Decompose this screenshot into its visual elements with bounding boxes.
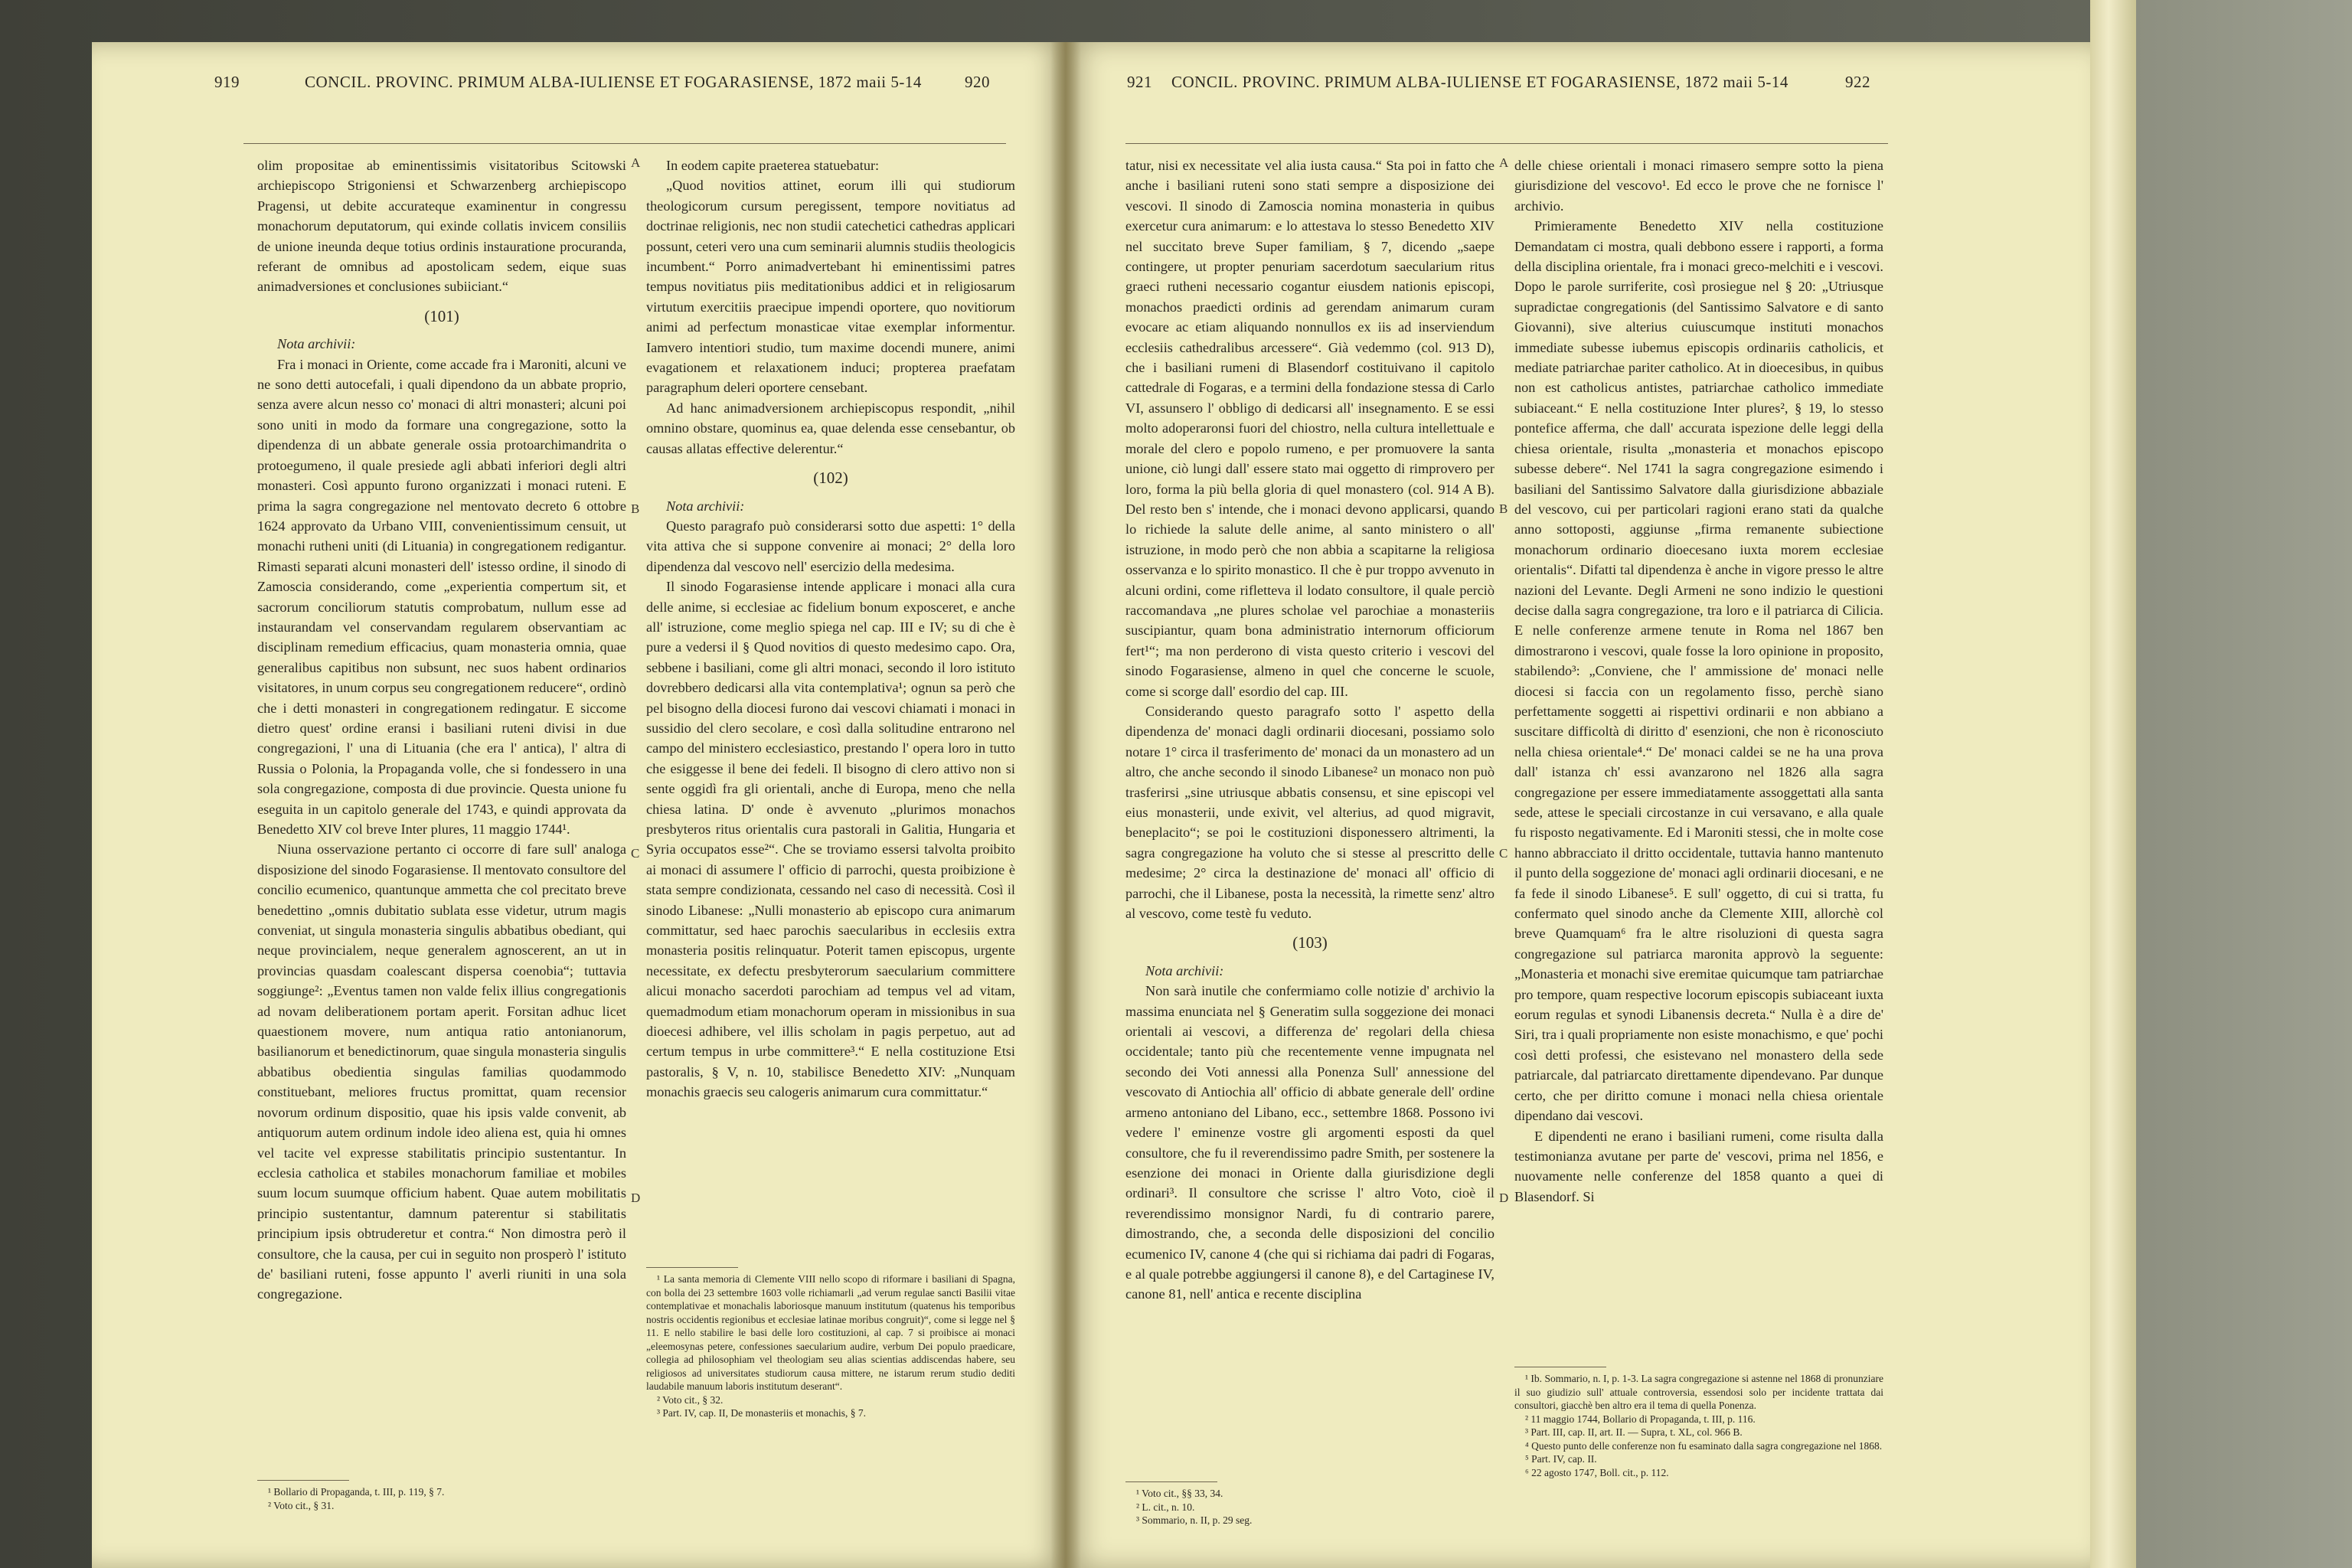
margin-letter-b: B [631,501,640,516]
running-title: CONCIL. PROVINC. PRIMUM ALBA-IULIENSE ET FOGARASIENSE, 1872 maii 5-14 [1171,73,1788,91]
margin-letter-d: D [1499,1191,1509,1205]
header-rule [1125,143,1888,144]
scan-background-right [2136,0,2352,1568]
margin-letter-c: C [1499,846,1508,861]
right-col2-footnotes [1514,1367,1883,1479]
footnote: ² Voto cit., § 32. [657,1393,724,1406]
footnote: ¹ La santa memoria di Clemente VIII nello scopo di riformare i basiliani di Spagna, con bolla dei 23 settembre 1603 volle richiamarli „ad verum regulae sancti Basilii vitae contemplativae et monachalis laboriosque manuum institutum (quatenus his temporibus nostris occidentis regionibus et ecclesiae latinae moribus congruit)“, come si legge nel § 11. E nello stabilire le basi delle loro costituzioni, al cap. 7 si proibisce ai monaci „eleemosynas petere, confessiones saecularium audire, verbum Dei populo praedicare, collegia ad philosophiam vel theologiam seu alias scientias addiscendas habere, seu religiosos ad universitates studiorum causa mittere, ne istarum rerum studio dediti laudabile manuum laboris institutum deserant“. [646,1273,1015,1392]
left-col2-footnotes [646,1267,1015,1420]
running-title: CONCIL. PROVINC. PRIMUM ALBA-IULIENSE ET FOGARASIENSE, 1872 maii 5-14 [305,73,922,91]
paragraph: E dipendenti ne erano i basiliani rumeni, come risulta dalla testimonianza avutane per parte de' vescovi, prima nel 1856, e nuovamente nelle conferenze del 1858 quanto a quei di Blasendorf. Si [1514,1128,1883,1204]
footnote: ⁵ Part. IV, cap. II. [1525,1453,1597,1465]
paragraph: Considerando questo paragrafo sotto l' aspetto della dipendenza de' monaci dagli ordinarii diocesani, possiamo solo notare 1° circa il trasferimento de' monaci da un monastero ad un altro, che anche secondo il sinodo Libanese² un monaco non può trasferirsi „sine utriusque abbatis consensu, et sine episcopi vel eius monasterii, unde exivit, vel alterius, ad quod migravit, beneplacito“; se poi le costituzioni disponessero altrimenti, la sagra congregazione ha voluto che si stesse al prescritto delle medesime; 2° circa la destinazione de' monaci all' officio di parrochi, che il Libanese, posta la necessità, la rimette senz' altro al vescovo, come testè fu veduto. [1125,703,1494,922]
section-number-101: (101) [424,306,459,325]
paragraph: Primieramente Benedetto XIV nella costituzione Demandatam ci mostra, quali debbono essere i rapporti, a forma della disciplina orientale, fra i monaci greco-melchiti e i vescovi. Dopo le parole surriferite, così prosiegue nel § 20: „Utriusque supradictae congregationis (del Santissimo Salvatore e di santo Giovanni), sive alterius cuiuscumque instituti monachos immediate subesse iubemus episcopis ordinariis catholicis, et mediate patriarchae pariter catholico. At in dioecesibus, in quibus non est catholicus antistes, patriarchae catholico immediate subiaceant.“ E nella costituzione Inter plures², § 19, lo stesso pontefice afferma, che dall' accurata ispezione delle leggi della chiesa orientale, risulta „monasteria et monachos episcopo subesse debere“. Nel 1741 la sagra congregazione esimendo i basiliani del Santissimo Salvatore dalla giurisdizione abbaziale del vescovo, cui per particolari ragioni erano stati da qualche anno sottoposti, aggiunse „firma remanente subiectione monachorum ordinario dioecesano iuxta morem ecclesiae orientalis“. Difatti tal dipendenza è anche in vigore presso le altre nazioni del Levante. Degli Armeni ne sono indizio le questioni decise dalla sagra congregazione, tra loro e il patriarca di Cilicia. E nelle conferenze armene tenute in Roma nel 1867 ben dimostrarono i vescovi, quale fosse la loro opinione in proposito, stabilendo³: „Conviene, che l' ammissione de' monaci nelle diocesi si faccia con un regolamento fisso, perchè siano perfettamente soggetti ai rispettivi ordinarii e non abbiano a suscitare difficoltà di diritto d' esenzioni, che non è riconosciuto nella chiesa orientale⁴.“ De' monaci caldei se ne ha una prova dall' istanza ch' essi avanzarono nel 1826 alla sagra congregazione per essere immediatamente assoggettati alla santa sede, attese le speciali circostanze in cui versavano, e alla quale fu risposto negativamente. Ed i Maroniti stessi, che in molte cose hanno abbracciato il dritto occidentale, tuttavia hanno mantenuto il punto della soggezione de' monaci agli ordinarii diocesani, e ne fa fede il sinodo Libanese⁵. E sull' oggetto, di cui si tratta, fu confermato quel sinodo anche da Clemente XIII, allorchè col breve Quamquam⁶ fra le altre risoluzioni di questa sagra congregazione sul patriarca maronita approvò la seguente: „Monasteria et monachi sive eremitae quicumque tam patriarchae pro tempore, quam respective locorum episcopis subiaceant iuxta eorum regulas et synodi Libanensis decreta.“ Nulla è a dire de' Siri, tra i quali propriamente non esiste monachismo, e que' pochi così detti professi, che esistevano nel monastero della sede patriarcale, dal patriarcato direttamente dipendevano. Par dunque certo, che per diritto comune i monaci nella chiesa orientale dipendano dai vescovi. [1514,218,1883,1124]
footnote: ³ Part. IV, cap. II, De monasteriis et monachis, § 7. [657,1407,866,1419]
footnote: ¹ Bollario di Propaganda, t. III, p. 119, § 7. [268,1486,445,1498]
paragraph: Il sinodo Fogarasiense intende applicare i monaci alla cura delle anime, si ecclesiae ac fidelium bonum exposceret, e anche all' istruzione, come meglio spiega nel cap. III e IV; su di che è pure a vedersi il § Quod novitios di questo medesimo capo. Ora, sebbene i basiliani, come gli altri monaci, secondo il loro istituto dovrebbero dedicarsi alla vita contemplativa¹; ognun sa però che pel bisogno della diocesi furono dai vescovi chiamati i monaci in sussidio del clero secolare, e così dalla solitudine entrarono nel campo del ministero ecclesiastico, prestando l' opera loro in tutto che esiggesse il bene dei fedeli. Il bisogno di clero attivo non si sente oggidì fra gli orientali, anche di Europa, meno che nella chiesa latina. D' onde è avvenuto „plurimos monachos presbyteros ritus orientalis cura pastorali in Galitia, Hungaria et Syria occupatos esse²“. Che se troviamo essersi talvolta proibito ai monaci di assumere l' officio di parrochi, questa proibizione è stata sempre condizionata, cessando nel caso di necessità. Così il sinodo Libanese: „Nulli monasterio ab episcopo cura animarum committatur, sed haec parochis saecularibus in ecclesiis extra monasteria positis relinquatur. Poterit tamen episcopus, urgente necessitate, ex defectu presbyterorum saecularium committere alicui monacho sacerdoti parochiam ad tempus vel ad vitam, quemadmodum etiam monachorum operam in missionibus in sua dioecesi adhibere, vel illis scholam in pagis perpetuo, aut ad certum tempus in urbe committere³.“ E nella costituzione Etsi pastoralis, § V, n. 10, stabilisce Benedetto XIV: „Nunquam monachis graecis seu calogeris animarum cura committatur.“ [646,579,1015,1100]
footnote: ² L. cit., n. 10. [1136,1501,1195,1513]
right-page [1064,42,2090,1568]
page-edge [2090,0,2136,1568]
footnote-rule [257,1480,349,1481]
section-number-102: (102) [813,469,848,488]
section-number-103: (103) [1292,933,1328,952]
footnote: ¹ Ib. Sommario, n. I, p. 1-3. La sagra congregazione si astenne nel 1868 di pronunziare il suo giudizio sull' attuale controversia, essendosi solo per incidente trattata dai consultori, giacchè ben altro era il tema di quella Ponenza. [1514,1373,1883,1411]
right-col1-footnotes [1125,1481,1494,1527]
paragraph: Fra i monaci in Oriente, come accade fra i Maroniti, alcuni ve ne sono detti autocefali, i quali dipendono da un abbate proprio, senza avere alcun nesso co' monaci di altri monasteri; alcuni poi sono uniti in modo da formare una congregazione, sotto la dipendenza di un abbate generale ossia protoarchimandrita o protoegumeno, il quale presiede agli abbati inferiori degli altri monasteri. Così appunto furono organizzati i monaci ruteni. E prima la sagra congregazione nel mentovato decreto 6 ottobre 1624 approvato da Urbano VIII, convenientissimum censuit, ut monachi rutheni uniti (di Lituania) in congregationem redigantur. Rimasti separati alcuni monasteri dell' istesso ordine, il sinodo di Zamoscia considerando, come „experientia compertum sit, et sacrorum conciliorum statutis comprobatum, nullum esse ad instaurandam vel conservandam regularem observantiam ac disciplinam remedium efficacius, quam monasteria omnia, quae generalibus capitibus non subsunt, nec suos habent ordinarios visitatores, in unum corpus seu congregationem reducere“, ordinò che i detti monasteri in congregationem redingatur. E siccome dietro quest' ordine eransi i basiliani ruteni divisi in due congregazioni, l' una di Lituania (che era l' antica), l' altra di Russia o Polonia, la Propaganda volle, che si fondessero in una sola congregazione, composta di due provincie. Questa unione fu eseguita in un capitolo generale del 1743, e quindi approvata da Benedetto XIV col breve Inter plures, 11 maggio 1744¹. [257,356,626,837]
page-number-920: 920 [965,73,990,91]
footnote: ² Voto cit., § 31. [268,1499,335,1511]
margin-letter-a: A [631,155,641,170]
nota-archivii-heading: Nota archivii: [666,498,745,514]
left-col1-footnotes [257,1480,626,1512]
margin-letter-a: A [1499,155,1509,170]
paragraph: Ad hanc animadversionem archiepiscopus respondit, „nihil omnino obstare, quominus ea, quae delenda esse censebantur, ob causas allatas effective delerentur.“ [646,400,1015,456]
nota-archivii-heading: Nota archivii: [1145,962,1224,978]
footnote: ³ Sommario, n. II, p. 29 seg. [1136,1514,1253,1526]
page-number-921: 921 [1127,73,1152,91]
right-page-header [1064,73,2090,103]
footnote: ⁴ Questo punto delle conferenze non fu esaminato dalla sagra congregazione nel 1868. [1525,1439,1883,1452]
paragraph: olim propositae ab eminentissimis visitatoribus Scitowski archiepiscopo Strigoniensi et Schwarzenberg archiepiscopo Pragensi, ut debite accurateque examinentur in congressu monachorum deputatorum, qui exinde collatis invicem consiliis de unione ineunda deque totius ordinis instauratione procuranda, referant de omnibus ad apostolicam sedem, eique suas animadversiones et conclusiones subiiciant.“ [257,158,626,295]
margin-letter-b: B [1499,501,1508,516]
footnote: ² 11 maggio 1744, Bollario di Propaganda, t. III, p. 116. [1525,1413,1756,1425]
paragraph: Questo paragrafo può considerarsi sotto due aspetti: 1° della vita attiva che si suppone convenire ai monaci; 2° della loro dipendenza dal vescovo nell' esercizio della medesima. [646,518,1015,574]
paragraph: tatur, nisi ex necessitate vel alia iusta causa.“ Sta poi in fatto che anche i basiliani ruteni sono stati sempre a disposizione dei vescovi. Il sinodo di Zamoscia nomina monasteria in quibus exercetur cura animarum: e lo attestava lo stesso Benedetto XIV nel succitato breve Super familiam, § 7, dicendo „saepe contingere, ut propter penuriam sacerdotum saecularium ritus graeci rutheni necessario cogantur eiusdem nationis episcopi, monachos praedicti ordinis ad gerendam animarum curam evocare ac etiam aliquando nonnullos ex iis ad inserviendum ecclesiis cathedralibus arcessere“. Già vedemmo (col. 913 D), che i basiliani rumeni di Blasendorf costituivano il capitolo cattedrale di Fogaras, e a termini della fondazione stessa di Carlo VI, assunsero l' obbligo di dedicarsi all' insegnamento. E se essi molto adoperaronsi fuori del chiostro, nella cultura intellettuale e morale del clero e popolo rumeno, e per promuovere la santa unione, ciò lungi dall' essere stato mai oggetto di rimprovero per loro, forma la più bella gloria di quel monastero (col. 914 A B). Del resto ben s' intende, che i monaci devono applicarsi, quando lo richiede la salute delle anime, al santo ministero o all' istruzione, in modo però che non abbia a scapitarne la religiosa osservanza e lo spirito monastico. Il che è pur troppo avvenuto in alcuni ordini, come rifletteva il lodato consultore, il quale perciò raccomandava „ne plures scholae vel parochiae a monasteriis suscipiantur, quam bona administratio internorum officiorum fert¹“; ma non perderono di vista questo criterio i vescovi del sinodo Fogarasiense, almeno in quel che concerne le scuole, come si scorge dall' esordio del cap. III. [1125,158,1494,699]
page-number-922: 922 [1845,73,1870,91]
book-gutter [1050,42,1081,1568]
margin-letter-c: C [631,846,640,861]
left-page-column-2 [646,155,1015,1102]
paragraph: delle chiese orientali i monaci rimasero sempre sotto la piena giurisdizione del vescovo¹. Ed ecco le prove che ne fornisce l' archivio. [1514,158,1883,214]
right-page-column-1 [1125,155,1494,1305]
paragraph: Niuna osservazione pertanto ci occorre di fare sull' analoga disposizione del sinodo Fogarasiense. Il mentovato consultore del concilio ecumenico, quantunque ammetta che col precitato breve benedettino „omnis dubitatio sublata esse videtur, utrum magis conveniat, ut singula monasteria singulis abbatibus obediant, qui neque provincialem, neque generalem agnoscerent, an ut in provincias quasdam coalescant dispersa coenobia“; tuttavia soggiunge²: „Eventus tamen non valde felix illius congregationis ad novam deliberationem portam aperit. Forsitan adhuc licet quaestionem movere, num antiqua ratio antonianorum, basilianorum et benedictinorum, quae singula monasteria singulis abbatibus obedientia singulas familias quodammodo constituebant, meliores fructus promittat, quam recensior novorum ordinum dispositio, quae his ipsis valde convenit, ab antiquorum autem ordinum indole ideo aliena est, quia hi omnes vel tacite vel expresse stabilitatis principio sustentantur. In ecclesia catholica et stabiles monachorum familiae et mobiles suum locum suumque officium habent. Quae autem mobilitatis principio sustentantur, damnum paterentur si stabilitatis principium ipsis obtruderetur et contra.“ Non dimostra però il consultore, che la causa, per cui in seguito non prosperò l' istituto de' basiliani ruteni, fosse appunto l' averli riuniti in una sola congregazione. [257,841,626,1302]
margin-letter-d: D [631,1191,641,1205]
left-page-column-1 [257,155,626,1305]
footnote-rule [1125,1481,1217,1482]
footnote: ¹ Voto cit., §§ 33, 34. [1136,1488,1223,1499]
footnote: ³ Part. III, cap. II, art. II. — Supra, t. XL, col. 966 B. [1525,1426,1743,1438]
footnote: ⁶ 22 agosto 1747, Boll. cit., p. 112. [1525,1466,1669,1478]
left-page-header [92,73,1064,103]
page-number-919: 919 [214,73,240,91]
left-page [92,42,1064,1568]
header-rule [243,143,1006,144]
paragraph: „Quod novitios attinet, eorum illi qui studiorum theologicorum cursum peregissent, tempore novitiatus ad doctrinae religionis, nec non studii catechetici cathedras applicari possunt, ceteri vero una cum seminarii alumnis studiis theologicis incumbent.“ Porro animadvertebant hi eminentissimi patres tempus novitiatus piis meditationibus addici et in religiosarum virtutum exercitiis praecipue impendi oportere, quo novitiorum animi ad perfectum monasticae vitae exemplar informentur. Iamvero intentiori studio, tum maxime docendi munere, animi evagationem et relaxationem induci; propterea praefatam paragraphum deleri oportere censebant. [646,178,1015,396]
paragraph: In eodem capite praeterea statuebatur: [666,158,880,173]
footnote-rule [646,1267,738,1268]
nota-archivii-heading: Nota archivii: [277,336,356,352]
right-page-column-2 [1514,155,1883,1207]
paragraph: Non sarà inutile che confermiamo colle notizie d' archivio la massima enunciata nel § Generatim sulla soggezione dei monaci orientali ai vescovi, a differenza de' regolari della chiesa occidentale; tanto più che recentemente venne impugnata nel secondo dei Voti annessi alla Ponenza Sull' annessione del vescovato di Antiochia all' officio di abbate generale dell' ordine armeno antoniano del Libano, ecc., settembre 1868. Possono ivi vedere l' eminenze vostre gli argomenti esposti da quel consultore, che fu il reverendissimo padre Smith, per sostenere la esenzione dei monaci in Oriente dalla giurisdizione degli ordinari³. Il consultore che scrisse l' altro Voto, cioè il reverendissimo monsignor Nardi, fu di contrario parere, dimostrando, che, a seconda delle disposizioni del concilio ecumenico IV, canone 4 (che qui si richiama dai padri di Fogaras, e al quale potrebbe aggiungersi il canone 8), e del Cartaginese IV, canone 81, nell' antica e recente disciplina [1125,983,1494,1302]
